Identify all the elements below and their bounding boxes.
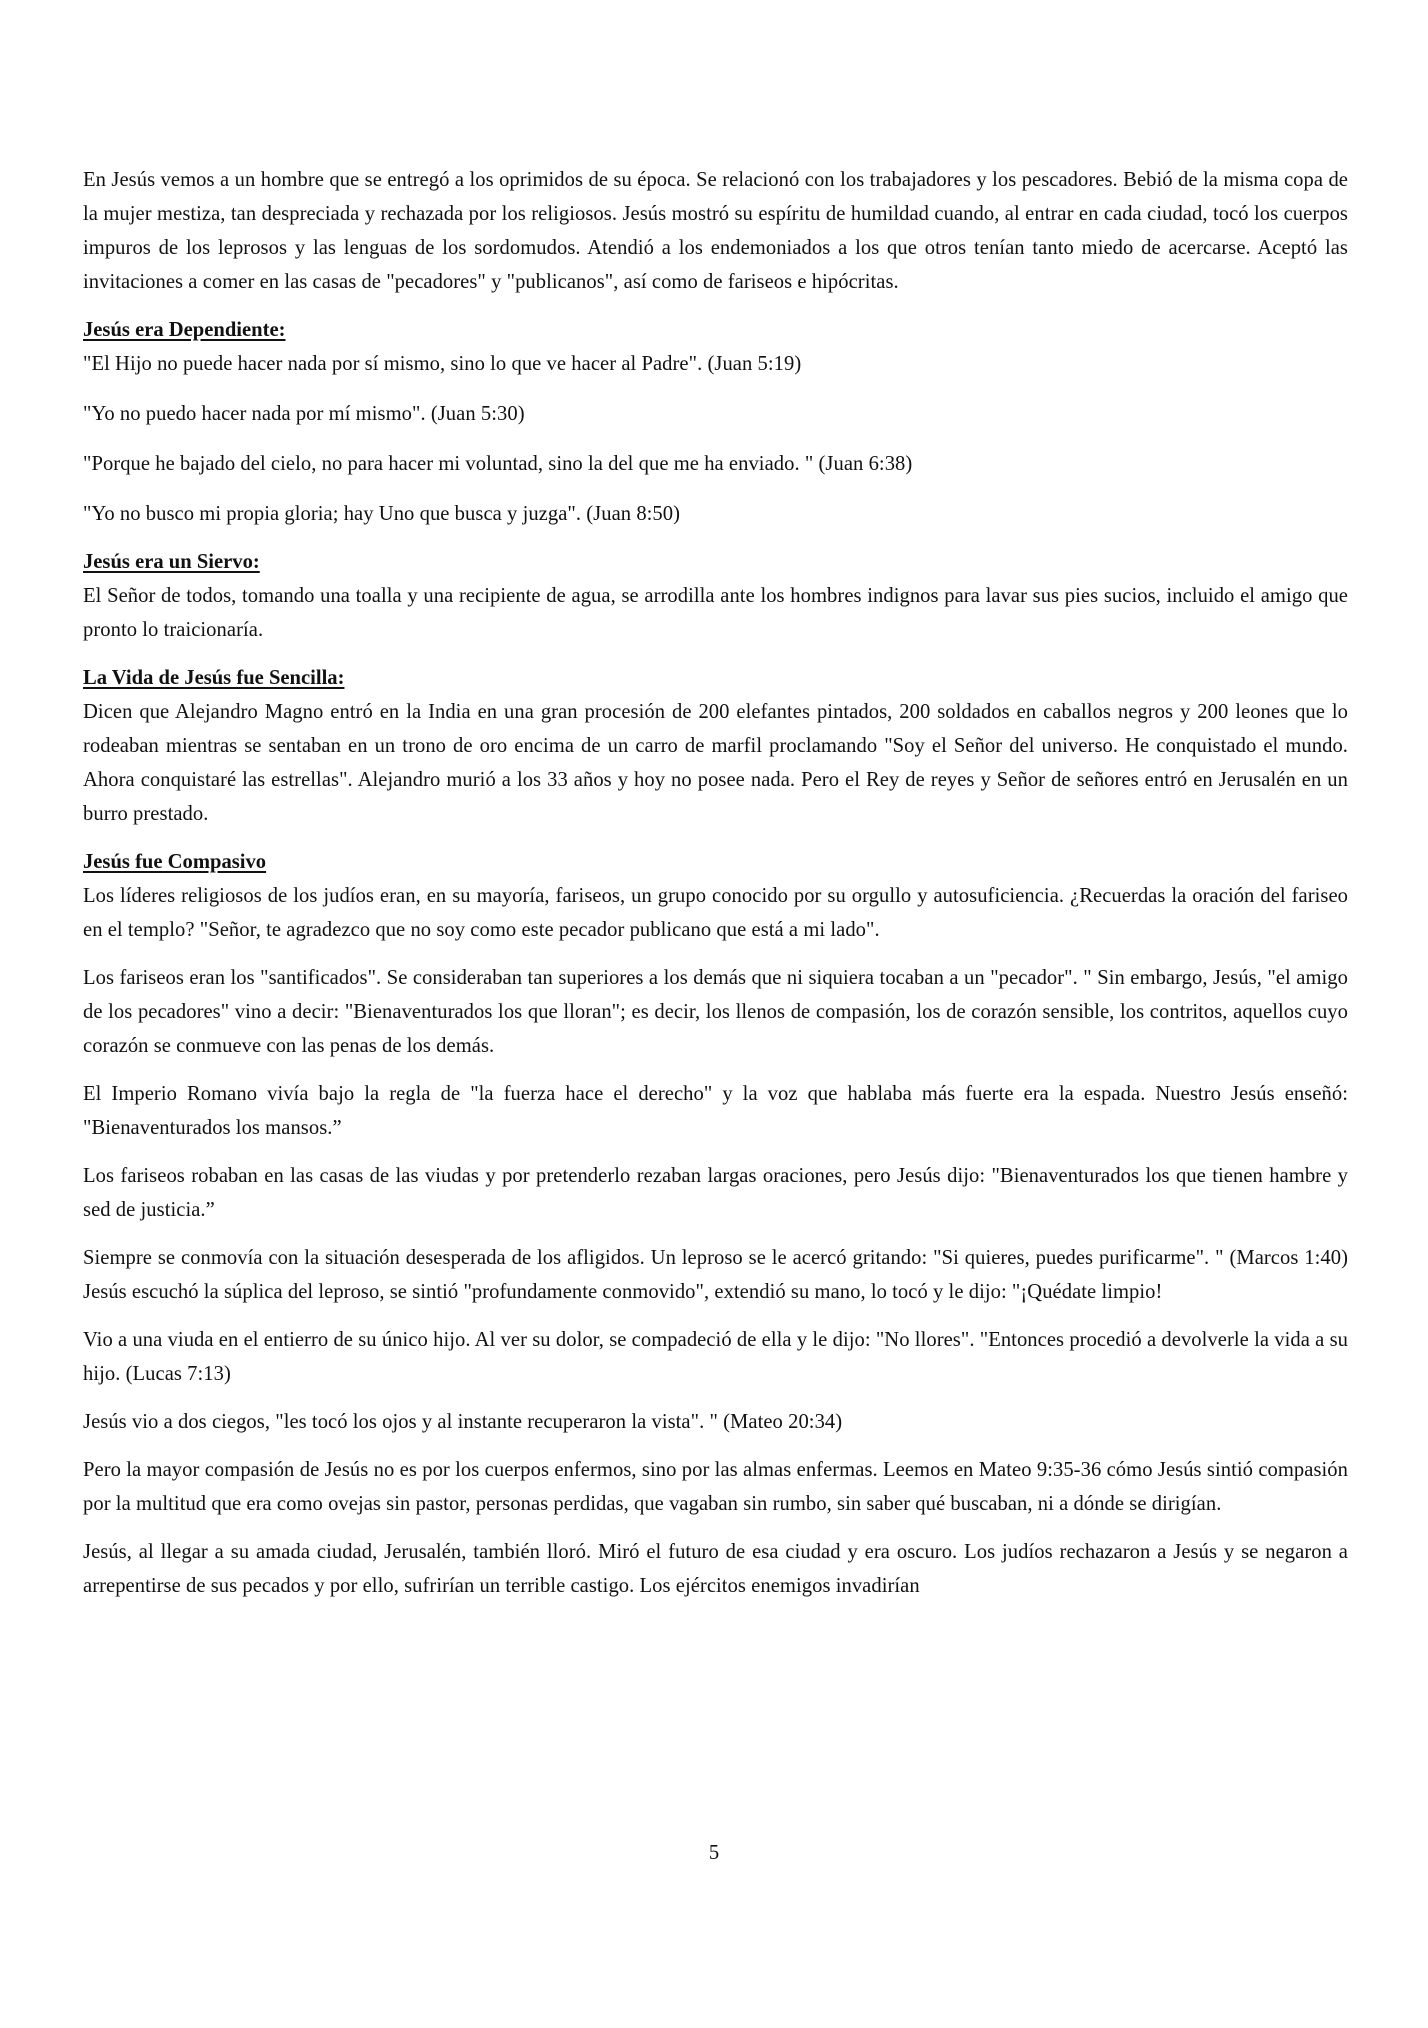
body-paragraph: Los fariseos robaban en las casas de las viudas y por pretenderlo rezaban largas oraciones, pero Jesús dijo: "Bienaventurados los que tienen hambre y sed de justicia.”	[83, 1165, 1348, 1221]
body-paragraph: Vio a una viuda en el entierro de su único hijo. Al ver su dolor, se compadeció de ella y le dijo: "No llores". "Entonces procedió a devolverle la vida a su hijo. (Lucas 7:13)	[83, 1329, 1348, 1385]
quote-paragraph: "Porque he bajado del cielo, no para hacer mi voluntad, sino la del que me ha enviado. " (Juan 6:38)	[83, 453, 913, 475]
body-paragraph: Dicen que Alejandro Magno entró en la India en una gran procesión de 200 elefantes pintados, 200 soldados en caballos negros y 200 leones que lo rodeaban mientras se sentaban en un trono de oro encima de un carro de marfil proclamando "Soy el Señor del universo. He conquistado el mundo. Ahora conquistaré las estrellas". Alejandro murió a los 33 años y hoy no posee nada. Pero el Rey de reyes y Señor de señores entró en Jerusalén en un burro prestado.	[83, 701, 1348, 825]
section-heading: Jesús era Dependiente:	[83, 319, 286, 341]
body-paragraph: El Señor de todos, tomando una toalla y una recipiente de agua, se arrodilla ante los hombres indignos para lavar sus pies sucios, incluido el amigo que pronto lo traicionaría.	[83, 585, 1348, 641]
body-paragraph: Los fariseos eran los "santificados". Se consideraban tan superiores a los demás que ni siquiera tocaban a un "pecador". " Sin embargo, Jesús, "el amigo de los pecadores" vino a decir: "Bienaventurados los que lloran"; es decir, los llenos de compasión, los de corazón sensible, los contritos, aquellos cuyo corazón se conmueve con las penas de los demás.	[83, 967, 1348, 1057]
section-dependiente	[83, 313, 1348, 531]
body-paragraph: El Imperio Romano vivía bajo la regla de "la fuerza hace el derecho" y la voz que hablaba más fuerte era la espada. Nuestro Jesús enseñó: "Bienaventurados los mansos.”	[83, 1083, 1348, 1139]
body-paragraph: Siempre se conmovía con la situación desesperada de los afligidos. Un leproso se le acercó gritando: "Si quieres, puedes purificarme". " (Marcos 1:40) Jesús escuchó la súplica del leproso, se sintió "profundamente conmovido", extendió su mano, lo tocó y le dijo: "¡Quédate limpio!	[83, 1247, 1348, 1303]
body-paragraph: Los líderes religiosos de los judíos eran, en su mayoría, fariseos, un grupo conocido por su orgullo y autosuficiencia. ¿Recuerdas la oración del fariseo en el templo? "Señor, te agradezco que no soy como este pecador publicano que está a mi lado".	[83, 885, 1348, 941]
section-sencilla	[83, 661, 1348, 831]
quote-paragraph: "El Hijo no puede hacer nada por sí mismo, sino lo que ve hacer al Padre". (Juan 5:19)	[83, 353, 802, 375]
body-paragraph: Jesús vio a dos ciegos, "les tocó los ojos y al instante recuperaron la vista". " (Mateo 20:34)	[83, 1411, 843, 1433]
section-heading: Jesús era un Siervo:	[83, 551, 260, 573]
section-heading: La Vida de Jesús fue Sencilla:	[83, 667, 345, 689]
document-page	[83, 163, 1348, 1603]
section-heading: Jesús fue Compasivo	[83, 851, 267, 873]
body-paragraph: Jesús, al llegar a su amada ciudad, Jerusalén, también lloró. Miró el futuro de esa ciudad y era oscuro. Los judíos rechazaron a Jesús y se negaron a arrepentirse de sus pecados y por ello, sufrirían un terrible castigo. Los ejércitos enemigos invadirían	[83, 1541, 1348, 1597]
quote-paragraph: "Yo no busco mi propia gloria; hay Uno que busca y juzga". (Juan 8:50)	[83, 503, 681, 525]
intro-paragraph: En Jesús vemos a un hombre que se entregó a los oprimidos de su época. Se relacionó con los trabajadores y los pescadores. Bebió de la misma copa de la mujer mestiza, tan despreciada y rechazada por los religiosos. Jesús mostró su espíritu de humildad cuando, al entrar en cada ciudad, tocó los cuerpos impuros de los leprosos y las lenguas de los sordomudos. Atendió a los endemoniados a los que otros tenían tanto miedo de acercarse. Aceptó las invitaciones a comer en las casas de "pecadores" y "publicanos", así como de fariseos e hipócritas.	[83, 169, 1348, 293]
page-number: 5	[708, 1842, 720, 1864]
section-siervo	[83, 545, 1348, 647]
quote-paragraph: "Yo no puedo hacer nada por mí mismo". (Juan 5:30)	[83, 403, 525, 425]
section-compasivo	[83, 845, 1348, 1603]
body-paragraph: Pero la mayor compasión de Jesús no es por los cuerpos enfermos, sino por las almas enfermas. Leemos en Mateo 9:35-36 cómo Jesús sintió compasión por la multitud que era como ovejas sin pastor, personas perdidas, que vagaban sin rumbo, sin saber qué buscaban, ni a dónde se dirigían.	[83, 1459, 1348, 1515]
